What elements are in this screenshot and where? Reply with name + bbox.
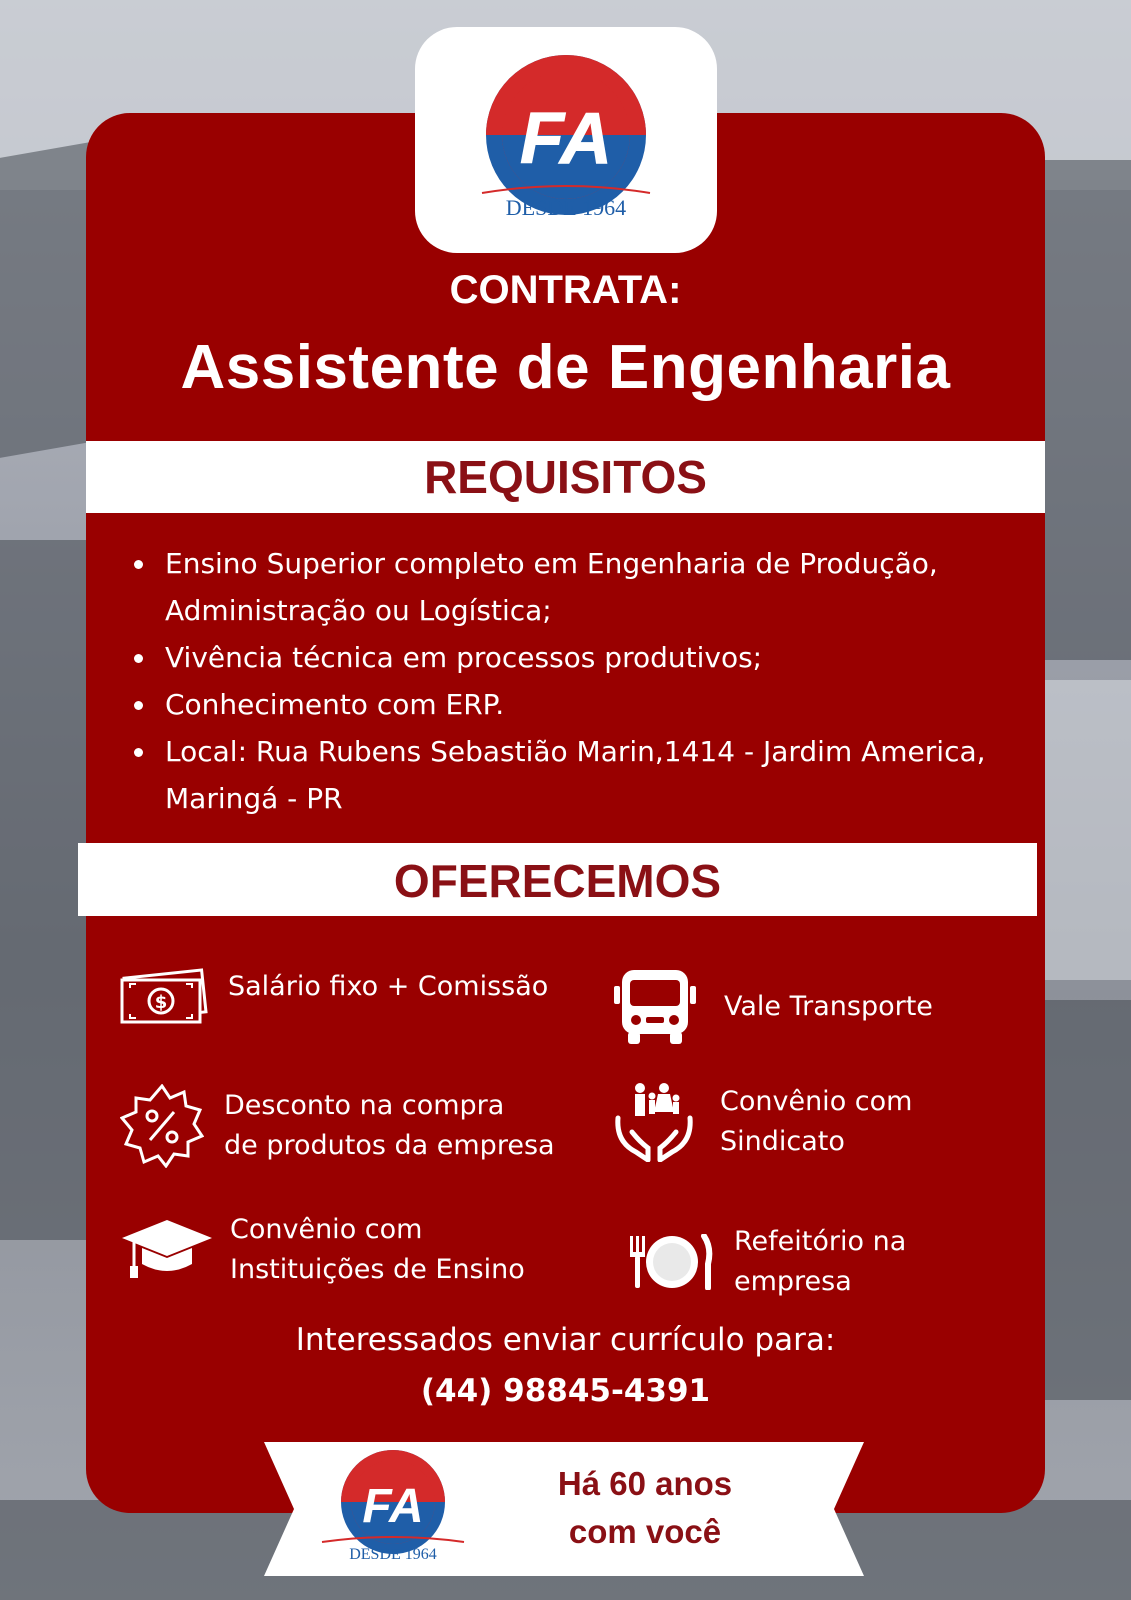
svg-text:FA: FA [519,99,613,179]
benefit-label: Convênio com Sindicato [720,1086,913,1157]
logo-tagline: DESDE 1964 [505,195,627,220]
contact-instruction: Interessados enviar currículo para: [295,1322,836,1358]
list-item: Local: Rua Rubens Sebastião Marin,1414 - Jardim America, Maringá - PR [134,728,1014,822]
plate-cutlery-icon [628,1234,714,1290]
benefit-transport [614,968,933,1046]
footer-slogan: Há 60 anos com você [557,1465,733,1550]
svg-text:FA: FA [362,1480,424,1533]
header-logo [415,27,717,253]
contact-phone: (44) 98845-4391 [420,1373,711,1409]
list-item: Ensino Superior completo em Engenharia de Produção, Administração ou Logística; [134,540,1014,634]
money-bill-icon [120,966,210,1026]
benefit-salary [120,966,548,1026]
benefit-label: Convênio com Instituições de Ensino [230,1214,525,1285]
kicker: CONTRATA: [449,268,682,312]
page-title: Assistente de Engenharia [180,333,951,402]
requirements-heading: REQUISITOS [86,441,1045,513]
requirements-list [134,540,1014,822]
svg-text:DESDE 1964: DESDE 1964 [349,1546,437,1563]
discount-badge-icon [120,1084,204,1168]
graduation-cap-icon [120,1218,214,1282]
bus-icon [614,968,696,1046]
family-hands-icon [614,1082,694,1162]
benefit-label: Salário fixo + Comissão [228,971,549,1002]
fa-logo-icon [476,55,656,225]
benefit-label: Desconto na compra de produtos da empresa [224,1090,555,1161]
list-item: Conhecimento com ERP. [134,681,1014,728]
svg-text:$: $ [154,992,168,1013]
benefit-cafeteria [628,1222,906,1302]
fa-logo-icon [318,1450,468,1565]
footer-logo [318,1450,468,1565]
benefit-label: Refeitório na empresa [734,1226,907,1297]
benefit-label: Vale Transporte [724,991,933,1022]
benefit-union [614,1082,912,1162]
list-item: Vivência técnica em processos produtivos; [134,634,1014,681]
benefit-education [120,1210,525,1290]
benefits-heading: OFERECEMOS [78,843,1037,916]
benefit-discount [120,1084,555,1168]
